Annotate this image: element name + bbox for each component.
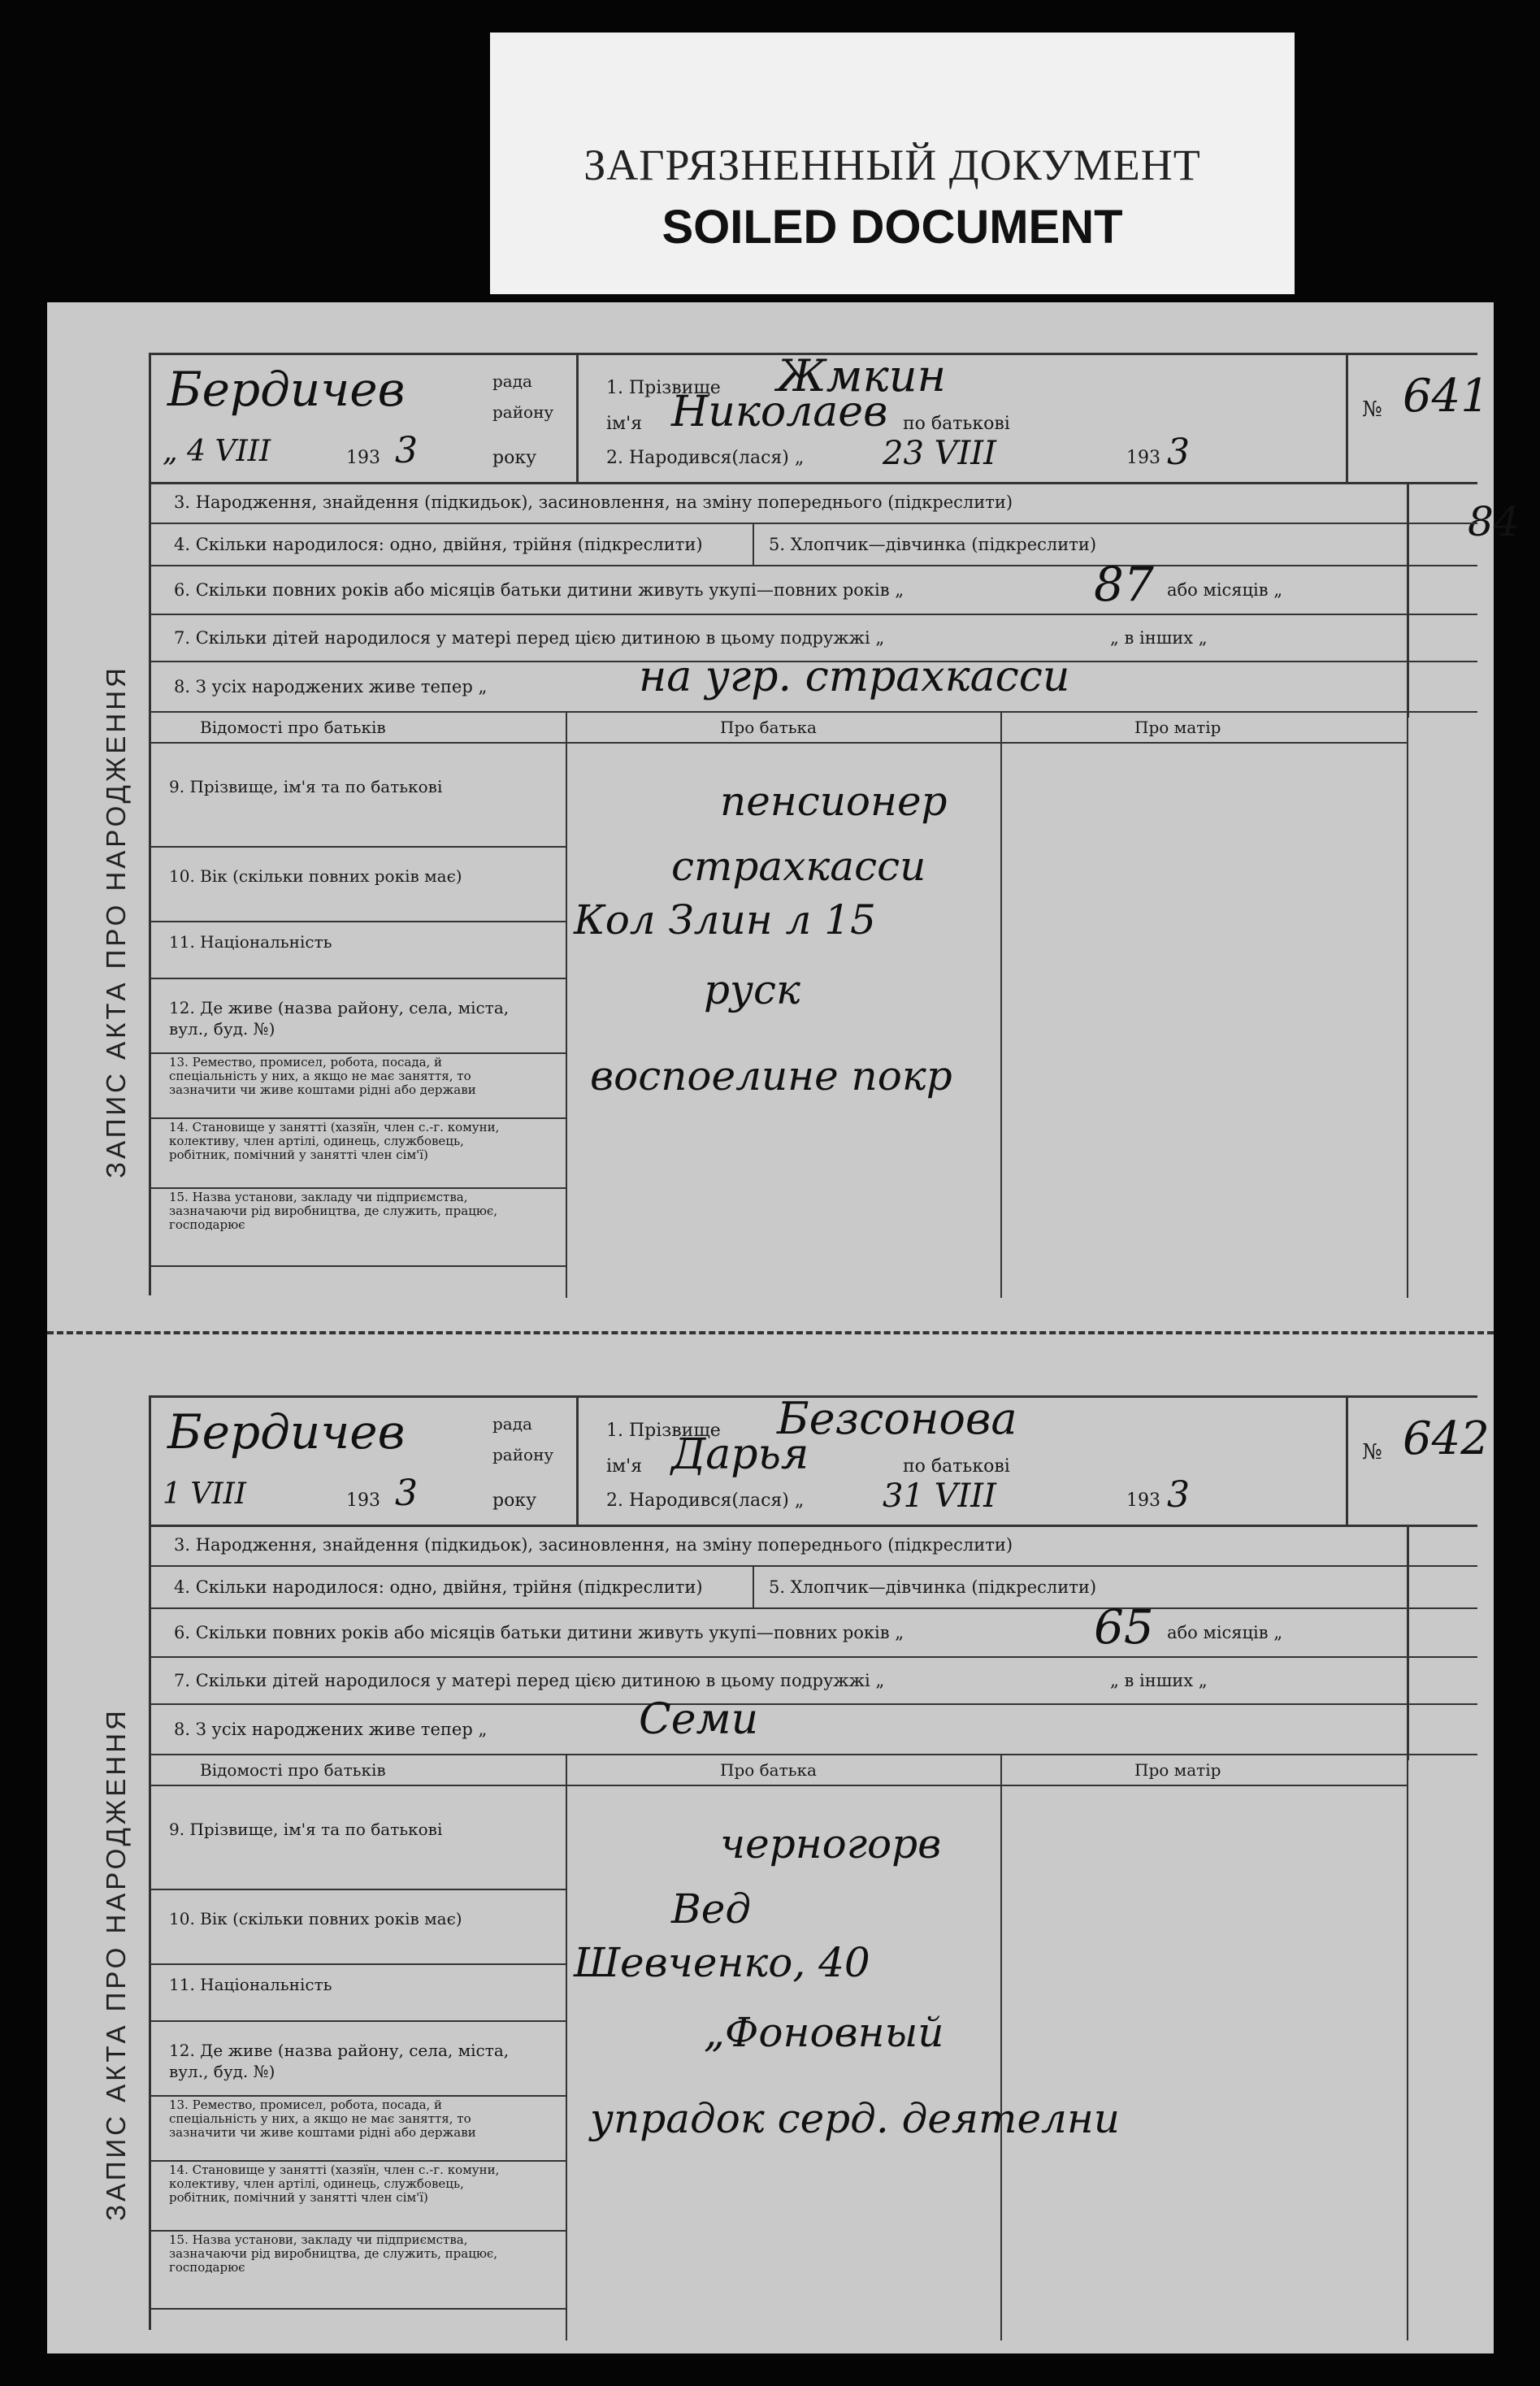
- stamp-russian-text: ЗАГРЯЗНЕННЫЙ ДОКУМЕНТ: [583, 141, 1201, 189]
- grid-col-divider: [566, 1755, 567, 2340]
- row-label: 6. Скільки повних років або місяців батьки дитини живуть укупі—повних років „: [174, 1623, 904, 1642]
- parents-grid: [151, 713, 1477, 1298]
- parent-field-label: 9. Прізвище, ім'я та по батькові: [169, 1820, 443, 1839]
- handwritten-name: Николаев: [671, 388, 888, 436]
- form-row-r6: [151, 1599, 1477, 1658]
- col-header-mother: Про матір: [1134, 1760, 1221, 1780]
- side-label-text: ЗАПИС АКТА ПРО НАРОДЖЕННЯ: [101, 1707, 131, 2221]
- row-label: 8. З усіх народжених живе тепер „: [174, 677, 488, 696]
- header-divider: [1346, 355, 1348, 482]
- year-prefix: 193: [346, 1490, 380, 1511]
- grid-row-line: [151, 1187, 566, 1189]
- grid-row-line: [151, 978, 566, 979]
- born-year-prefix: 193: [1126, 1490, 1160, 1511]
- patronymic-label: по батькові: [903, 414, 1010, 434]
- soiled-document-stamp: [490, 33, 1295, 294]
- year-prefix: 193: [346, 448, 380, 468]
- form-row-r8: [151, 653, 1477, 713]
- handwritten-father-nationality: руск: [704, 966, 800, 1013]
- grid-row-line: [151, 1889, 566, 1890]
- grid-row-line: [151, 846, 566, 848]
- col-header-info: Відомості про батьків: [200, 1760, 386, 1780]
- col-header-father: Про батька: [720, 1760, 817, 1780]
- rayon-label: району: [492, 1445, 554, 1464]
- row-label: 6. Скільки повних років або місяців батьки дитини живуть укупі—повних років „: [174, 580, 904, 600]
- birth-record-sheet: [47, 302, 1520, 2353]
- handwritten-father-line1: пенсионер: [720, 778, 948, 825]
- handwritten-living-children: Семи: [639, 1695, 759, 1744]
- year-suffix: року: [492, 448, 537, 468]
- grid-row-line: [151, 2230, 566, 2232]
- grid-row-line: [151, 1963, 566, 1965]
- first-name-label: ім'я: [606, 1456, 643, 1477]
- handwritten-father-nationality: „Фоновный: [704, 2009, 944, 2056]
- parent-field-label: 14. Становище у занятті (хазяїн, член с.-г. комуни, колективу, член артілі, одинець, службовець, робітник, помічний у занятті член сім'ї): [169, 2163, 500, 2205]
- row-label: 5. Хлопчик—дівчинка (підкреслити): [769, 535, 1097, 554]
- handwritten-born-date: 23 VIII: [883, 435, 996, 472]
- right-border: [1407, 1525, 1409, 1760]
- row-label: 3. Народження, знайдення (підкидьок), засиновлення, на зміну попереднього (підкреслити): [174, 492, 1013, 512]
- parent-field-label: 15. Назва установи, закладу чи підприємства, зазначаючи рід виробництва, де служить, працює, господарює: [169, 1190, 498, 1232]
- handwritten-rada: Бердичев: [167, 362, 406, 417]
- grid-col-divider: [1407, 713, 1408, 1298]
- handwritten-born-date: 31 VIII: [883, 1477, 996, 1515]
- grid-row-line: [151, 1052, 566, 1054]
- grid-col-divider: [566, 713, 567, 1298]
- parent-field-label: 15. Назва установи, закладу чи підприємства, зазначаючи рід виробництва, де служить, працює, господарює: [169, 2232, 498, 2275]
- form-row-r6: [151, 557, 1477, 615]
- handwritten-years-together: 87: [1094, 557, 1154, 612]
- grid-col-divider: [1000, 1755, 1002, 2340]
- record-form: [149, 1393, 1490, 2330]
- parent-field-label: 11. Національність: [169, 1975, 332, 1994]
- grid-row-line: [151, 921, 566, 922]
- parent-field-label: 10. Вік (скільки повних років має): [169, 866, 462, 886]
- surname-label: 1. Прізвище: [606, 378, 721, 398]
- col-header-info: Відомості про батьків: [200, 718, 386, 737]
- handwritten-record-number: 642: [1403, 1412, 1490, 1465]
- born-year-prefix: 193: [1126, 448, 1160, 468]
- grid-row-line: [151, 2160, 566, 2162]
- patronymic-label: по батькові: [903, 1456, 1010, 1477]
- margin-note: 84: [1468, 498, 1520, 545]
- fold-line: [47, 1331, 1494, 1334]
- form-row-r3: [151, 482, 1477, 524]
- form-row-r8: [151, 1695, 1477, 1755]
- handwritten-father-line2: Вед: [671, 1885, 752, 1933]
- grid-row-line: [151, 2095, 566, 2097]
- handwritten-father-work: упрадок серд. деятелни: [590, 2095, 1121, 2142]
- right-border: [1407, 482, 1409, 718]
- number-sign: №: [1362, 397, 1382, 422]
- row-label: „ в інших „: [1110, 628, 1208, 648]
- rada-label: рада: [492, 371, 532, 391]
- handwritten-living-children: на угр. страхкасси: [639, 653, 1070, 701]
- handwritten-father-line2: страхкасси: [671, 843, 926, 890]
- header-divider: [576, 355, 579, 482]
- parent-field-label: 11. Національність: [169, 932, 332, 952]
- first-name-label: ім'я: [606, 414, 643, 434]
- parents-grid: [151, 1755, 1477, 2340]
- handwritten-name: Дарья: [671, 1430, 809, 1479]
- form-row-r4: [151, 1567, 1477, 1609]
- grid-col-divider: [1000, 713, 1002, 1298]
- stamp-english-text: SOILED DOCUMENT: [662, 201, 1123, 254]
- handwritten-rada: Бердичев: [167, 1404, 406, 1460]
- side-label: [84, 1607, 149, 2322]
- rayon-label: району: [492, 402, 554, 422]
- handwritten-father-address: Шевченко, 40: [574, 1939, 870, 1986]
- row-label: „ в інших „: [1110, 1671, 1208, 1690]
- parent-field-label: 10. Вік (скільки повних років має): [169, 1909, 462, 1928]
- row-label: 5. Хлопчик—дівчинка (підкреслити): [769, 1577, 1097, 1597]
- grid-row-line: [151, 2308, 566, 2310]
- row-label: або місяців „: [1167, 1623, 1283, 1642]
- row-label: 3. Народження, знайдення (підкидьок), засиновлення, на зміну попереднього (підкреслити): [174, 1535, 1013, 1555]
- record-1: [84, 350, 1520, 1295]
- record-2: [84, 1393, 1490, 2330]
- born-label: 2. Народився(лася) „: [606, 448, 805, 468]
- year-suffix: року: [492, 1490, 537, 1511]
- header-underline: [151, 742, 1407, 744]
- rada-label: рада: [492, 1414, 532, 1434]
- handwritten-born-year-digit: 3: [1167, 432, 1190, 473]
- row-label: 4. Скільки народилося: одно, двійня, трійня (підкреслити): [174, 1577, 703, 1597]
- row-label: 7. Скільки дітей народилося у матері перед цією дитиною в цьому подружжі „: [174, 1671, 885, 1690]
- form-row-r4: [151, 524, 1477, 566]
- handwritten-father-line1: черногорв: [720, 1820, 942, 1868]
- record-header: [151, 1393, 1490, 1527]
- handwritten-father-address: Кол Злин л 15: [574, 896, 876, 944]
- handwritten-born-year-digit: 3: [1167, 1474, 1190, 1516]
- row-label: 4. Скільки народилося: одно, двійня, трійня (підкреслити): [174, 535, 703, 554]
- record-form: [149, 350, 1520, 1295]
- handwritten-year-digit: 3: [395, 430, 418, 471]
- grid-row-line: [151, 1117, 566, 1119]
- row-divider: [753, 524, 754, 565]
- grid-col-divider: [1407, 1755, 1408, 2340]
- parent-field-label: 9. Прізвище, ім'я та по батькові: [169, 777, 443, 796]
- parent-field-label: 13. Ремество, промисел, робота, посада, й спеціальність у них, а якщо не має заняття, то зазначити чи живе коштами рідні або держави: [169, 2098, 476, 2140]
- grid-row-line: [151, 2020, 566, 2022]
- parent-field-label: 12. Де живе (назва району, села, міста, вул., буд. №): [169, 2041, 510, 2081]
- handwritten-father-work: воспоелине покр: [590, 1052, 952, 1100]
- row-divider: [753, 1567, 754, 1607]
- row-label: 7. Скільки дітей народилося у матері перед цією дитиною в цьому подружжі „: [174, 628, 885, 648]
- parent-field-label: 14. Становище у занятті (хазяїн, член с.-г. комуни, колективу, член артілі, одинець, службовець, робітник, помічний у занятті член сім'ї): [169, 1120, 500, 1162]
- header-underline: [151, 1785, 1407, 1786]
- surname-label: 1. Прізвище: [606, 1421, 721, 1441]
- handwritten-date: 1 VIII: [163, 1477, 247, 1511]
- handwritten-surname: Безсонова: [777, 1393, 1017, 1444]
- handwritten-years-together: 65: [1094, 1599, 1154, 1655]
- header-divider: [1346, 1398, 1348, 1525]
- handwritten-surname: Жмкин: [777, 350, 947, 401]
- header-divider: [576, 1398, 579, 1525]
- grid-row-line: [151, 1265, 566, 1267]
- handwritten-record-number: 641: [1403, 370, 1490, 423]
- side-label: [84, 564, 149, 1279]
- row-label: або місяців „: [1167, 580, 1283, 600]
- handwritten-date: „ 4 VIII: [163, 435, 271, 468]
- number-sign: №: [1362, 1440, 1382, 1464]
- side-label-text: ЗАПИС АКТА ПРО НАРОДЖЕННЯ: [101, 665, 131, 1178]
- row-label: 8. З усіх народжених живе тепер „: [174, 1720, 488, 1739]
- born-label: 2. Народився(лася) „: [606, 1490, 805, 1511]
- form-row-r7: [151, 1658, 1477, 1705]
- parent-field-label: 12. Де живе (назва району, села, міста, вул., буд. №): [169, 998, 510, 1039]
- form-row-r3: [151, 1525, 1477, 1567]
- parent-field-label: 13. Ремество, промисел, робота, посада, й спеціальність у них, а якщо не має заняття, то зазначити чи живе коштами рідні або держави: [169, 1055, 476, 1097]
- handwritten-year-digit: 3: [395, 1473, 418, 1514]
- col-header-mother: Про матір: [1134, 718, 1221, 737]
- col-header-father: Про батька: [720, 718, 817, 737]
